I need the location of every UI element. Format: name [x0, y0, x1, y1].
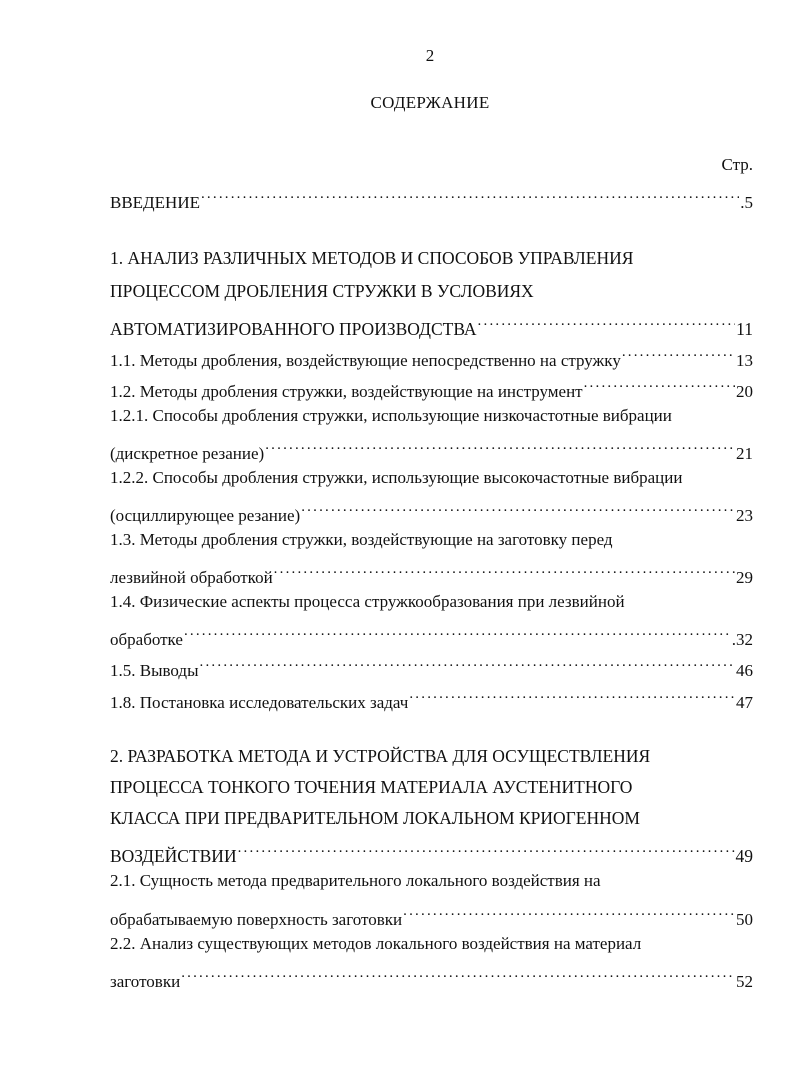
toc-entry-page: 47 [736, 693, 753, 712]
dot-leader [478, 311, 736, 335]
toc-entry-text: 2.1. Сущность метода предварительного локального воздействия на [110, 871, 601, 890]
dot-leader [201, 184, 739, 208]
toc-entry-text: ПРОЦЕССА ТОНКОГО ТОЧЕНИЯ МАТЕРИАЛА АУСТЕНИТНОГО [110, 777, 633, 797]
toc-entry-text: 1.3. Методы дробления стружки, воздействующие на заготовку перед [110, 530, 613, 549]
dot-leader [403, 901, 735, 925]
toc-entry-1-2-2-line-1 [110, 466, 753, 490]
toc-entry-1-1 [110, 342, 753, 370]
dot-leader [584, 373, 735, 397]
toc-entry-text: 1.2. Методы дробления стружки, воздействующие на инструмент [110, 382, 583, 401]
toc-chapter-1-line-2 [110, 279, 753, 303]
toc-chapter-1-line-1 [110, 246, 753, 270]
toc-entry-1-5 [110, 652, 753, 680]
toc-entry-1-2-1-line-1 [110, 404, 753, 428]
toc-entry-1-4-line-1 [110, 590, 753, 614]
toc-entry-1-4-line-2 [110, 621, 753, 649]
toc-entry-page: .5 [740, 193, 753, 212]
toc-chapter-2-line-4 [110, 838, 753, 866]
dot-leader [181, 963, 735, 987]
page-column-label: Стр. [721, 155, 753, 174]
page-number: 2 [425, 46, 435, 65]
toc-entry-2-2-line-1 [110, 932, 753, 956]
dot-leader [238, 838, 735, 862]
toc-entry-1-2 [110, 373, 753, 401]
toc-entry-page: 13 [736, 351, 753, 370]
toc-entry-text: ВВЕДЕНИЕ [110, 193, 200, 212]
toc-entry-page: 46 [736, 661, 753, 680]
toc-entry-page: 29 [736, 568, 753, 587]
toc-entry-page: .32 [731, 630, 753, 649]
toc-entry-2-2-line-2 [110, 963, 753, 991]
toc-chapter-2-line-3 [110, 806, 753, 830]
toc-entry-page: 49 [735, 846, 753, 866]
toc-entry-text: лезвийной обработкой [110, 568, 273, 587]
toc-entry-text: (осциллирующее резание) [110, 506, 301, 525]
toc-entry-introduction [110, 184, 753, 212]
toc-entry-page: 52 [736, 972, 753, 991]
toc-entry-text: 2.2. Анализ существующих методов локального воздействия на материал [110, 934, 642, 953]
toc-chapter-2-line-1 [110, 744, 753, 768]
toc-entry-text: обрабатываемую поверхность заготовки [110, 910, 403, 929]
toc-chapter-2-line-2 [110, 775, 753, 799]
dot-leader [622, 342, 735, 366]
dot-leader [200, 652, 735, 676]
toc-entry-text: ВОЗДЕЙСТВИИ [110, 846, 237, 866]
toc-entry-text: 1. АНАЛИЗ РАЗЛИЧНЫХ МЕТОДОВ И СПОСОБОВ УПРАВЛЕНИЯ [110, 248, 634, 268]
toc-entry-text: (дискретное резание) [110, 444, 265, 463]
toc-entry-text: 1.8. Постановка исследовательских задач [110, 693, 409, 712]
toc-entry-text: заготовки [110, 972, 181, 991]
page-title: СОДЕРЖАНИЕ [370, 93, 490, 112]
dot-leader [274, 559, 735, 583]
dot-leader [184, 621, 731, 645]
toc-entry-page: 20 [736, 382, 753, 401]
toc-entry-page: 21 [736, 444, 753, 463]
toc-entry-1-8 [110, 684, 753, 712]
toc-entry-1-3-line-1 [110, 528, 753, 552]
toc-entry-1-3-line-2 [110, 559, 753, 587]
toc-entry-text: 1.1. Методы дробления, воздействующие непосредственно на стружку [110, 351, 621, 370]
toc-entry-text: 2. РАЗРАБОТКА МЕТОДА И УСТРОЙСТВА ДЛЯ ОСУЩЕСТВЛЕНИЯ [110, 746, 651, 766]
dot-leader [301, 497, 735, 521]
toc-entry-text: 1.2.2. Способы дробления стружки, использующие высокочастотные вибрации [110, 468, 683, 487]
dot-leader [409, 684, 735, 708]
toc-entry-text: 1.2.1. Способы дробления стружки, использующие низкочастотные вибрации [110, 406, 672, 425]
toc-entry-1-2-2-line-2 [110, 497, 753, 525]
toc-entry-text: 1.4. Физические аспекты процесса стружкообразования при лезвийной [110, 592, 625, 611]
toc-entry-page: 50 [736, 910, 753, 929]
toc-entry-2-1-line-1 [110, 869, 753, 893]
toc-entry-text: 1.5. Выводы [110, 661, 199, 680]
toc-entry-text: ПРОЦЕССОМ ДРОБЛЕНИЯ СТРУЖКИ В УСЛОВИЯХ [110, 281, 534, 301]
toc-entry-text: КЛАССА ПРИ ПРЕДВАРИТЕЛЬНОМ ЛОКАЛЬНОМ КРИОГЕННОМ [110, 808, 640, 828]
toc-entry-page: 11 [736, 319, 753, 339]
toc-entry-2-1-line-2 [110, 901, 753, 929]
toc-chapter-1-line-3 [110, 311, 753, 339]
dot-leader [265, 435, 735, 459]
toc-entry-1-2-1-line-2 [110, 435, 753, 463]
toc-entry-text: АВТОМАТИЗИРОВАННОГО ПРОИЗВОДСТВА [110, 319, 477, 339]
toc-entry-page: 23 [736, 506, 753, 525]
toc-entry-text: обработке [110, 630, 183, 649]
